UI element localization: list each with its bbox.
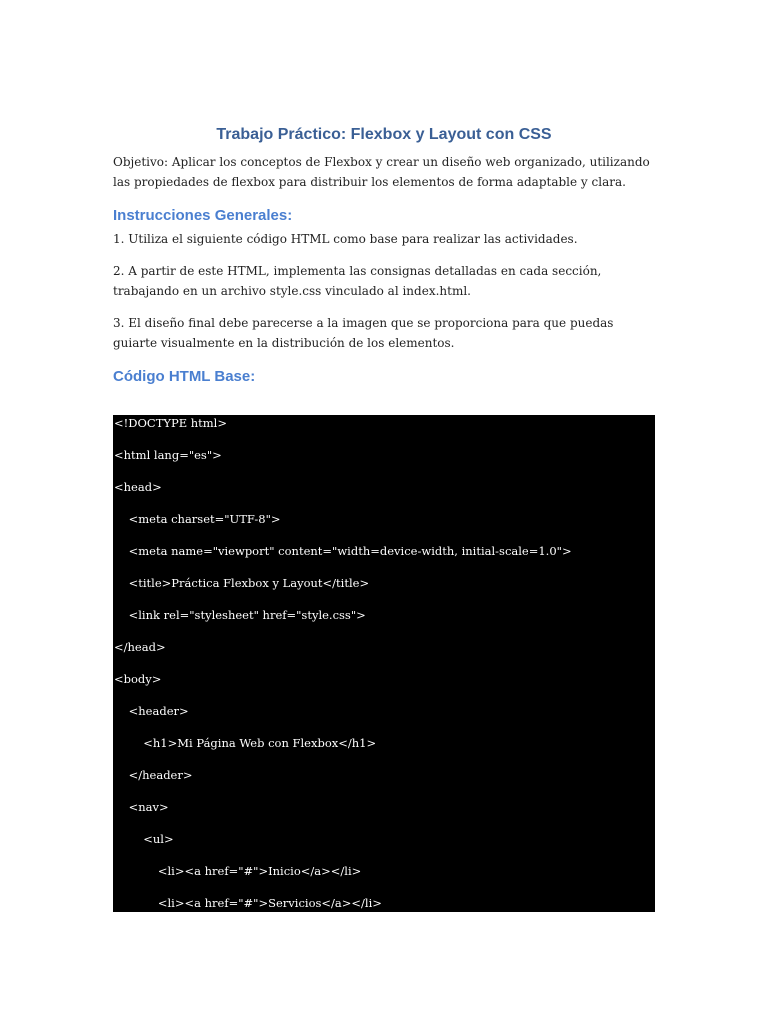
code-line: </header> [114, 768, 193, 782]
code-line: </head> [114, 640, 166, 654]
code-line: <ul> [114, 832, 174, 846]
objective-paragraph: Objetivo: Aplicar los conceptos de Flexbox y crear un diseño web organizado, utilizando las propiedades de flexbox para distribuir los elementos de forma adaptable y clara. [113, 155, 650, 189]
code-block [113, 415, 655, 912]
code-line: <head> [114, 480, 162, 494]
code-line: <header> [114, 704, 189, 718]
code-line: <meta charset="UTF-8"> [114, 512, 281, 526]
code-heading: Código HTML Base: [113, 368, 256, 385]
instructions-heading: Instrucciones Generales: [113, 207, 293, 224]
code-line: <body> [114, 672, 162, 686]
paragraph-spacer [113, 301, 655, 313]
code-line: <!DOCTYPE html> [114, 416, 228, 430]
instruction-item-1: 1. Utiliza el siguiente código HTML como base para realizar las actividades. [113, 232, 578, 246]
document-body [113, 124, 655, 390]
code-line: <link rel="stylesheet" href="style.css"> [114, 608, 366, 622]
paragraph-spacer [113, 249, 655, 261]
code-line: <li><a href="#">Inicio</a></li> [114, 864, 362, 878]
instruction-item-3: 3. El diseño final debe parecerse a la imagen que se proporciona para que puedas guiarte visualmente en la distribución de los elementos. [113, 316, 614, 350]
code-line: <h1>Mi Página Web con Flexbox</h1> [114, 736, 377, 750]
instruction-item-2: 2. A partir de este HTML, implementa las consignas detalladas en cada sección, trabajando en un archivo style.css vinculado al index.html. [113, 264, 602, 298]
code-line: <title>Práctica Flexbox y Layout</title> [114, 576, 370, 590]
code-line: <nav> [114, 800, 169, 814]
document-title: Trabajo Práctico: Flexbox y Layout con CSS [216, 126, 552, 143]
code-line: <meta name="viewport" content="width=device-width, initial-scale=1.0"> [114, 544, 572, 558]
code-line: <html lang="es"> [114, 448, 222, 462]
code-line: <li><a href="#">Servicios</a></li> [114, 896, 382, 910]
